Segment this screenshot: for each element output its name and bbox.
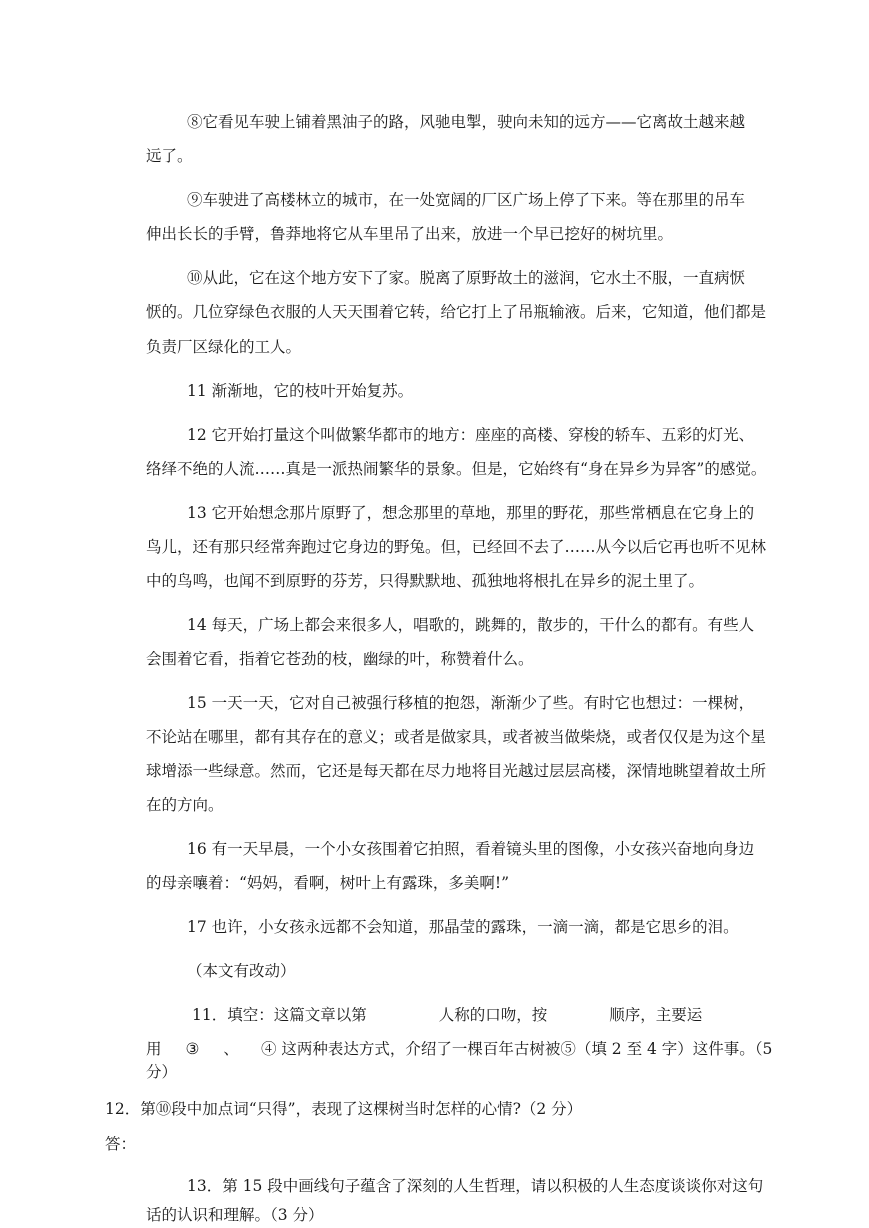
paragraph-12-line-1: 12 它开始打量这个叫做繁华都市的地方：座座的高楼、穿梭的轿车、五彩的灯光、 — [187, 426, 755, 444]
paragraph-10-line-2: 恹的。几位穿绿色衣服的人天天围着它转，给它打上了吊瓶输液。后来，它知道，他们都是 — [146, 303, 767, 321]
paragraph-17-line-1: 17 也许，小女孩永远都不会知道，那晶莹的露珠，一滴一滴，都是它思乡的泪。 — [187, 918, 739, 936]
question-11-part-c: 顺序，主要运 — [609, 1006, 703, 1024]
paragraph-11-line-1: 11 渐渐地，它的枝叶开始复苏。 — [187, 382, 414, 400]
paragraph-14-line-1: 14 每天，广场上都会来很多人，唱歌的，跳舞的，散步的，干什么的都有。有些人 — [187, 616, 755, 634]
question-11-line-3: 分） — [146, 1063, 178, 1081]
paragraph-8-line-2: 远了。 — [146, 147, 193, 165]
paragraph-8-line-1: ⑧它看见车驶上铺着黑油子的路，风驰电掣，驶向未知的远方——它离故土越来越 — [187, 113, 746, 131]
question-12-line-1: 12．第⑩段中加点词“只得”，表现了这棵树当时怎样的心情?（2 分） — [105, 1100, 583, 1118]
paragraph-15-line-2: 不论站在哪里，都有其存在的意义；或者是做家具，或者被当做柴烧，或者仅仅是为这个星 — [146, 728, 767, 746]
paragraph-10-line-1: ⑩从此，它在这个地方安下了家。脱离了原野故土的滋润，它水土不服，一直病恹 — [187, 269, 746, 287]
paragraph-16-line-1: 16 有一天早晨，一个小女孩围着它拍照，看着镜头里的图像，小女孩兴奋地向身边 — [187, 840, 755, 858]
paragraph-12-line-2: 络绎不绝的人流……真是一派热闹繁华的景象。但是，它始终有“身在异乡为异客”的感觉。 — [146, 460, 767, 478]
question-12-answer-label: 答： — [105, 1135, 137, 1153]
question-11-part-a: 11．填空：这篇文章以第 — [192, 1006, 367, 1024]
paragraph-9-line-1: ⑨车驶进了高楼林立的城市，在一处宽阔的厂区广场上停了下来。等在那里的吊车 — [187, 191, 746, 209]
paragraph-14-line-2: 会围着它看，指着它苍劲的枝，幽绿的叶，称赞着什么。 — [146, 650, 534, 668]
paragraph-13-line-2: 鸟儿，还有那只经常奔跑过它身边的野兔。但，已经回不去了……从今以后它再也听不见林 — [146, 538, 767, 556]
paragraph-9-line-2: 伸出长长的手臂，鲁莽地将它从车里吊了出来，放进一个早已挖好的树坑里。 — [146, 225, 674, 243]
paragraph-15-line-4: 在的方向。 — [146, 796, 224, 814]
question-13-line-2: 话的认识和理解。（3 分） — [146, 1206, 324, 1224]
question-13-line-1: 13．第 15 段中画线句子蕴含了深刻的人生哲理，请以积极的人生态度谈谈你对这句 — [187, 1177, 764, 1195]
paragraph-15-line-1: 15 一天一天，它对自己被强行移植的抱怨，渐渐少了些。有时它也想过：一棵树， — [187, 694, 755, 712]
paragraph-13-line-1: 13 它开始想念那片原野了，想念那里的草地，那里的野花，那些常栖息在它身上的 — [187, 504, 755, 522]
question-11-part-d: 用 — [146, 1040, 162, 1058]
question-11-line-1 — [192, 1004, 752, 1026]
paragraph-15-line-3: 球增添一些绿意。然而，它还是每天都在尽力地将目光越过层层高楼，深情地眺望着故土所 — [146, 762, 767, 780]
paragraph-13-line-3: 中的鸟鸣，也闻不到原野的芬芳，只得默默地、孤独地将根扎在异乡的泥土里了。 — [146, 572, 705, 590]
source-note: （本文有改动） — [187, 962, 296, 980]
paragraph-16-line-2: 的母亲嚷着：“妈妈，看啊，树叶上有露珠，多美啊!” — [146, 874, 510, 892]
question-11-part-f: ④ 这两种表达方式，介绍了一棵百年古树被⑤（填 2 至 4 字）这件事。（5 — [260, 1040, 773, 1058]
question-11-part-e: 、 — [223, 1040, 239, 1058]
paragraph-10-line-3: 负责厂区绿化的工人。 — [146, 338, 302, 356]
blank-3-marker: ③ — [185, 1040, 200, 1058]
question-11-part-b: 人称的口吻，按 — [438, 1006, 548, 1024]
question-11-line-2 — [146, 1038, 773, 1060]
